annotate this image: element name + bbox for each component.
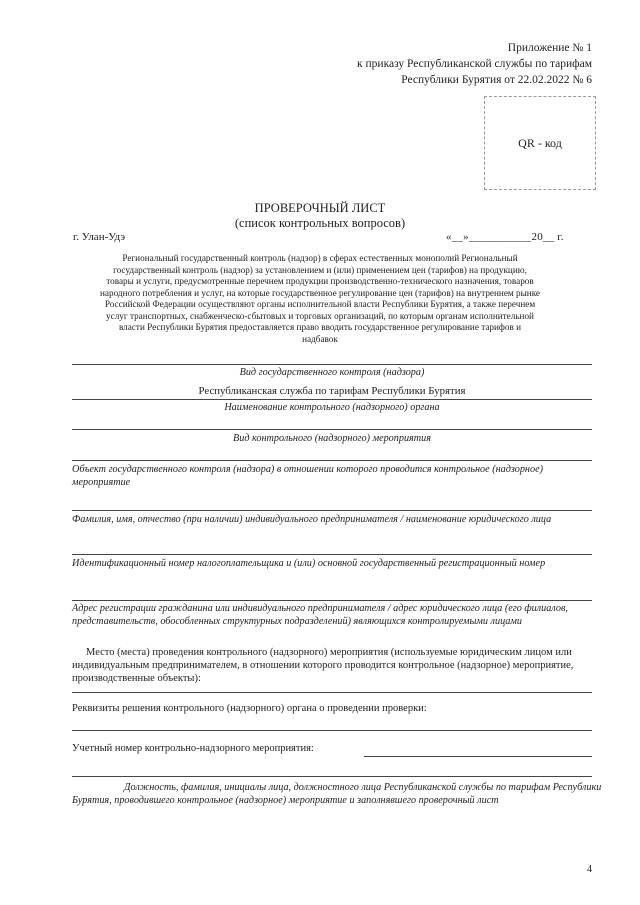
place-line[interactable] [72, 692, 592, 693]
control-type-label: Вид государственного контроля (надзора) [239, 367, 425, 378]
address-label: Адрес регистрации гражданина или индивидуального предпринимателя / адрес юридического лица (его филиалов, представительств, обособленных структурных подразделений) являющихся контролируемыми лицами [72, 603, 568, 627]
inn-label: Идентификационный номер налогоплательщика и (или) основной государственный регистрационный номер [72, 558, 546, 569]
address-line[interactable] [72, 600, 592, 601]
control-type-line[interactable] [72, 364, 592, 365]
title-sub: (список контрольных вопросов) [234, 216, 406, 230]
place-label: Место (места) проведения контрольного (надзорного) мероприятия (используемые юридическим лицом или индивидуальным предпринимателем, в отношении которого проводится контрольное (надзорное) мероприятие, производственные объекты): [72, 647, 574, 684]
agency-value: Республиканская служба по тарифам Республики Бурятия [198, 385, 466, 397]
decision-label: Реквизиты решения контрольного (надзорного) органа о проведении проверки: [72, 703, 427, 714]
object-label: Объект государственного контроля (надзора) в отношении которого проводится контрольное (надзорное) мероприятие [72, 464, 543, 488]
event-type-line[interactable] [72, 429, 592, 430]
person-label: Фамилия, имя, отчество (при наличии) индивидуального предпринимателя / наименование юридического лица [72, 514, 552, 525]
decision-line[interactable] [72, 730, 592, 731]
document-title [0, 201, 640, 231]
date-template: «__»___________20__ г. [446, 231, 564, 243]
city: г. Улан-Удэ [73, 231, 126, 243]
qr-code-placeholder [484, 96, 596, 190]
object-line[interactable] [72, 460, 592, 461]
account-number-label: Учетный номер контрольно-надзорного мероприятия: [72, 743, 314, 754]
official-line[interactable] [72, 776, 592, 777]
official-label: Должность, фамилия, инициалы лица, должностного лица Республиканской службы по тарифам Республики Бурятия, проводившего контрольное (надзорное) мероприятие и заполнявшего проверочный лист [72, 782, 602, 806]
control-scope-paragraph: Региональный государственный контроль (надзор) в сферах естественных монополий Региональный государственный контроль (надзор) за установлением и (или) применением цен (тарифов) на продукцию, товары и услуги, предусмотренные перечнем продукции производственно-технического назначения, товаров народного потребления и услуг, на которые государственное регулирование цен (тарифов) на внутреннем рынке Российской Федерации осуществляют органы исполнительной власти Республики Бурятия, а также перечнем услуг транспортных, снабженческо-сбытовых и торговых организаций, по которым органам исполнительной власти Республики Бурятия предоставляется право вводить государственное регулирование тарифов и надбавок [100, 253, 541, 344]
page-number: 4 [587, 864, 592, 875]
inn-line[interactable] [72, 554, 592, 555]
event-type-label: Вид контрольного (надзорного) мероприятия [233, 433, 431, 444]
agency-line[interactable] [72, 399, 592, 400]
appendix-block [357, 40, 592, 88]
account-number-line[interactable] [364, 756, 592, 757]
title-main: ПРОВЕРОЧНЫЙ ЛИСТ [254, 201, 386, 215]
appendix-line-1: Приложение № 1 [507, 42, 592, 54]
qr-label: QR - код [518, 135, 562, 150]
appendix-line-2: к приказу Республиканской службы по тарифам [357, 58, 592, 70]
person-line[interactable] [72, 510, 592, 511]
agency-label: Наименование контрольного (надзорного) органа [224, 402, 440, 413]
appendix-line-3: Республики Бурятия от 22.02.2022 № 6 [401, 74, 592, 86]
